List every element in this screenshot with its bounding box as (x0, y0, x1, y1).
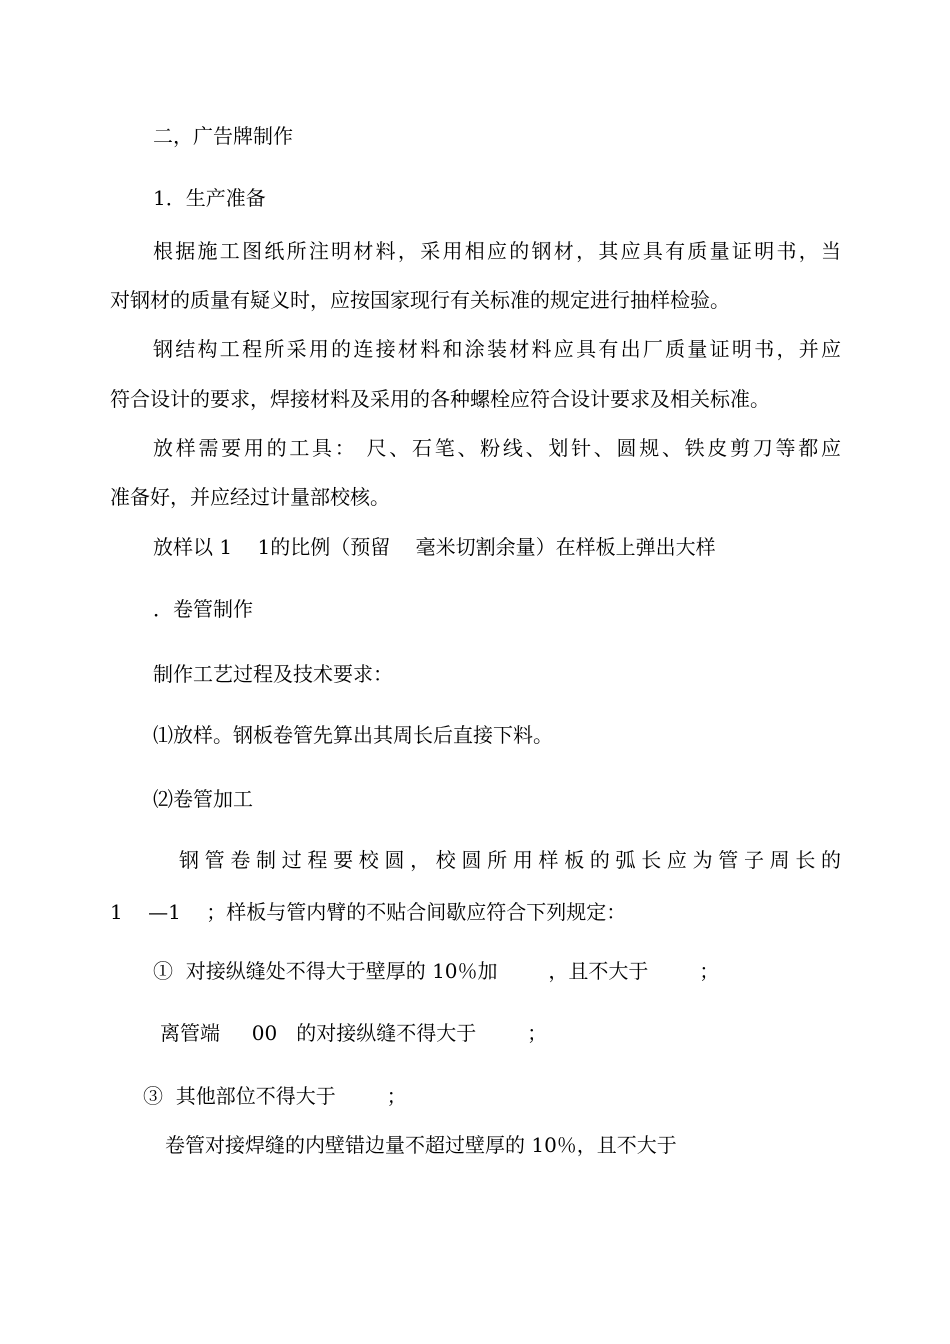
paragraph-connection-materials-line-1: 钢结构工程所采用的连接材料和涂装材料应具有出厂质量证明书，并应 (153, 337, 841, 361)
paragraph-tools-line-1: 放样需要用的工具： 尺、石笔、粉线、划针、圆规、铁皮剪刀等都应 (153, 436, 841, 460)
sub-heading-pipe-rolling: ．卷管制作 (153, 597, 253, 621)
paragraph-materials-line-2: 对钢材的质量有疑义时，应按国家现行有关标准的规定进行抽样检验。 (110, 288, 730, 312)
step-2-pipe-rolling: ⑵卷管加工 (153, 787, 253, 811)
rule-3: ③ 其他部位不得大于 ； (143, 1084, 407, 1108)
rule-1: ① 对接纵缝处不得大于壁厚的 10％加 ，且不大于 ； (153, 959, 720, 983)
paragraph-rounding-line-1: 钢管卷制过程要校圆，校圆所用样板的弧长应为管子周长的 (179, 848, 841, 872)
rule-2: 离管端 00 的对接纵缝不得大于 ； (160, 1021, 548, 1045)
paragraph-connection-materials-line-2: 符合设计的要求，焊接材料及采用的各种螺栓应符合设计要求及相关标准。 (110, 387, 770, 411)
paragraph-materials-line-1: 根据施工图纸所注明材料，采用相应的钢材，其应具有质量证明书，当 (153, 239, 841, 263)
paragraph-misalignment: 卷管对接焊缝的内壁错边量不超过壁厚的 10％，且不大于 (165, 1133, 677, 1157)
step-1-layout: ⑴放样。钢板卷管先算出其周长后直接下料。 (153, 723, 553, 747)
paragraph-rounding-line-2: 1 —1 ；样板与管内臂的不贴合间歇应符合下列规定： (110, 900, 627, 924)
process-heading: 制作工艺过程及技术要求： (153, 662, 393, 686)
paragraph-tools-line-2: 准备好，并应经过计量部校核。 (110, 485, 390, 509)
sub-heading-production-preparation: 1．生产准备 (153, 186, 266, 210)
paragraph-layout-scale: 放样以 1 1的比例（预留 毫米切割余量）在样板上弹出大样 (153, 535, 716, 559)
section-title: 二，广告牌制作 (153, 124, 293, 148)
